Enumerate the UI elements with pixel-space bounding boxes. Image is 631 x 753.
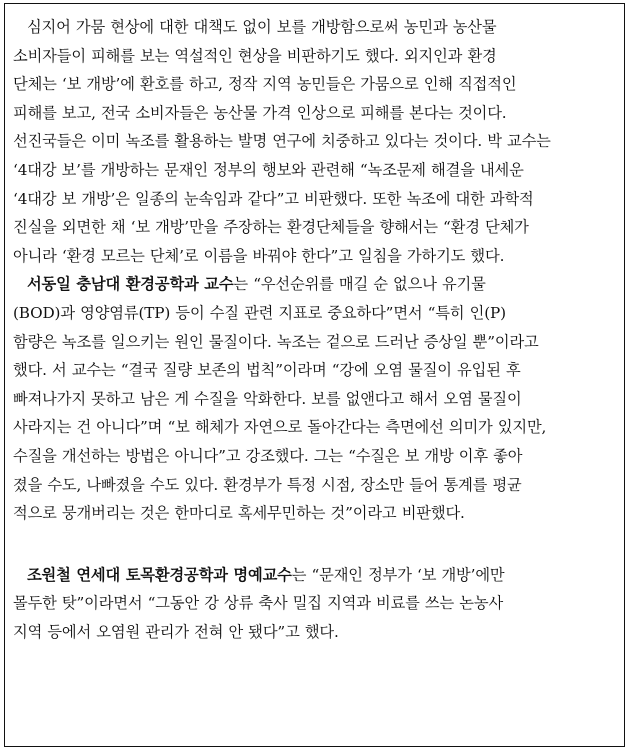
text-line: [13, 561, 617, 590]
text-line: 적으로 뭉개버리는 것은 한마디로 혹세무민하는 것”이라고 비판했다.: [13, 504, 465, 523]
text-line: 빠져나가지 못하고 남은 게 수질을 악화한다. 보를 없앤다고 해서 오염 물질이: [13, 389, 522, 408]
text-line: 몰두한 탓”이라면서 “그동안 강 상류 축사 밀집 지역과 비료를 쓰는 논농사: [13, 594, 504, 613]
paragraph-spacer: [13, 528, 619, 561]
article-frame: [4, 3, 625, 747]
text-line: 지역 등에서 오염원 관리가 전혀 안 됐다”고 했다.: [13, 622, 339, 641]
text-line: [13, 270, 617, 299]
text-line: 아니라 ‘환경 모르는 단체’로 이름을 바꿔야 한다”고 일침을 가하기도 했다.: [13, 246, 505, 265]
paragraph-1: [13, 13, 619, 270]
text-line: 진실을 외면한 채 ‘보 개방’만을 주장하는 환경단체들을 향해서는 “환경 단체가: [13, 218, 529, 237]
text-line: 했다. 서 교수는 “결국 질량 보존의 법칙”이라며 “강에 오염 물질이 유입된 후: [13, 361, 521, 380]
article-body: [13, 13, 619, 646]
speaker-name: 서동일 충남대 환경공학과 교수: [26, 275, 234, 294]
text-line: ‘4대강 보’를 개방하는 문재인 정부의 행보와 관련해 “녹조문제 해결을 내세운: [13, 160, 524, 179]
text-line: 졌을 수도, 나빠졌을 수도 있다. 환경부가 특정 시점, 장소만 들어 통계를 평균: [13, 475, 522, 494]
paragraph-2: [13, 270, 619, 527]
text-line: ‘4대강 보 개방’은 일종의 눈속임과 같다”고 비판했다. 또한 녹조에 대한 과학적: [13, 189, 534, 208]
text-line: 함량은 녹조를 일으키는 원인 물질이다. 녹조는 겉으로 드러난 증상일 뿐”이라고: [13, 332, 539, 351]
text-line: 선진국들은 이미 녹조를 활용하는 발명 연구에 치중하고 있다는 것이다. 박 교수는: [13, 132, 551, 151]
speaker-name: 조원철 연세대 토목환경공학과 명예교수: [26, 565, 292, 584]
text-line: 피해를 보고, 전국 소비자들은 농산물 가격 인상으로 피해를 본다는 것이다.: [13, 103, 507, 122]
quote-text: 는 “우선순위를 매길 순 없으나 유기물: [233, 275, 486, 294]
text-line: (BOD)과 영양염류(TP) 등이 수질 관련 지표로 중요하다”면서 “특히 인(P): [13, 303, 506, 322]
text-line: 수질을 개선하는 방법은 아니다”고 강조했다. 그는 “수질은 보 개방 이후 좋아: [13, 446, 523, 465]
quote-text: 는 “문재인 정부가 ‘보 개방’에만: [291, 565, 505, 584]
text-line: 소비자들이 피해를 보는 역설적인 현상을 비판하기도 했다. 외지인과 환경: [13, 46, 497, 65]
paragraph-3: [13, 561, 619, 647]
text-line: 단체는 ‘보 개방’에 환호를 하고, 정작 지역 농민들은 가뭄으로 인해 직접적인: [13, 75, 517, 94]
text-line: 사라지는 건 아니다”며 “보 해체가 자연으로 돌아간다는 측면에선 의미가 있지만,: [13, 418, 547, 437]
text-line: 심지어 가뭄 현상에 대한 대책도 없이 보를 개방함으로써 농민과 농산물: [26, 18, 497, 36]
